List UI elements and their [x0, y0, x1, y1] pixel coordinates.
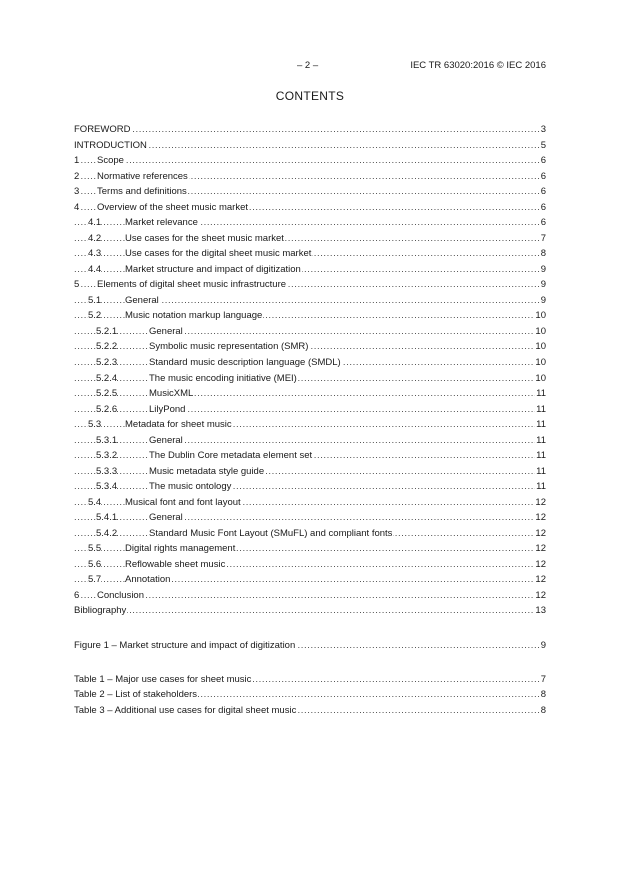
section-gap — [74, 653, 546, 672]
toc-entry-number: 5.2.1 — [96, 324, 117, 340]
table-of-contents — [74, 122, 546, 718]
toc-entry-title: Table 2 – List of stakeholders — [74, 687, 198, 703]
toc-entry-number: 5.3.3 — [96, 464, 117, 480]
toc-entry-title: Use cases for the sheet music market — [125, 231, 285, 247]
toc-entry-number: 5 — [74, 277, 79, 293]
toc-entry-page: 6 — [540, 184, 546, 200]
toc-entry-number: 5.3.1 — [96, 433, 117, 449]
toc-entry[interactable] — [74, 339, 546, 355]
toc-entry-page: 12 — [534, 495, 546, 511]
toc-entry[interactable] — [74, 557, 546, 573]
toc-entry[interactable] — [74, 603, 546, 619]
toc-entry[interactable] — [74, 464, 546, 480]
toc-entry-page: 12 — [534, 541, 546, 557]
toc-entry-number: 6 — [74, 588, 79, 604]
toc-entry[interactable] — [74, 371, 546, 387]
toc-entry-title: Overview of the sheet music market — [97, 200, 249, 216]
toc-entry[interactable] — [74, 526, 546, 542]
toc-entry-title: General — [125, 293, 160, 309]
toc-entry-title: Annotation — [125, 572, 171, 588]
toc-entry-page: 6 — [540, 153, 546, 169]
toc-entry-number: 4.1 — [88, 215, 101, 231]
toc-entry-number: 5.7 — [88, 572, 101, 588]
toc-entry-title: Elements of digital sheet music infrastructure — [97, 277, 287, 293]
toc-entry[interactable] — [74, 495, 546, 511]
toc-entry-page: 11 — [535, 386, 546, 402]
toc-entry-number: 5.2.3 — [96, 355, 117, 371]
toc-entry-page: 12 — [534, 557, 546, 573]
toc-entry-page: 5 — [540, 138, 546, 154]
toc-entry-number: 4.2 — [88, 231, 101, 247]
toc-entry-page: 9 — [540, 293, 546, 309]
page-number: – 2 – — [297, 60, 319, 71]
toc-entry-page: 8 — [540, 246, 546, 262]
toc-entry-number: 5.5 — [88, 541, 101, 557]
toc-entry-title: MusicXML — [149, 386, 194, 402]
toc-entry-title: General — [149, 324, 184, 340]
toc-entry-number: 5.2.6 — [96, 402, 117, 418]
toc-entry-title: Reflowable sheet music — [125, 557, 226, 573]
document-reference: IEC TR 63020:2016 © IEC 2016 — [410, 60, 546, 71]
toc-entry-title: Metadata for sheet music — [125, 417, 233, 433]
figure-list-entry[interactable] — [74, 638, 546, 654]
toc-entry-title: Digital rights management — [125, 541, 236, 557]
toc-entry-page: 11 — [535, 464, 546, 480]
toc-entry-title: Music metadata style guide — [149, 464, 265, 480]
toc-entry-number: 5.4.2 — [96, 526, 117, 542]
toc-entry-page: 10 — [534, 371, 546, 387]
toc-entry-title: Normative references — [97, 169, 189, 185]
toc-entry-page: 6 — [540, 215, 546, 231]
toc-entry-page: 3 — [540, 122, 546, 138]
toc-entry-page: 9 — [540, 262, 546, 278]
toc-entry[interactable] — [74, 215, 546, 231]
toc-entry[interactable] — [74, 417, 546, 433]
toc-entry-page: 6 — [540, 200, 546, 216]
toc-entry-title: Scope — [97, 153, 125, 169]
toc-entry-title: Standard music description language (SMDL) — [149, 355, 342, 371]
toc-entry[interactable] — [74, 184, 546, 200]
toc-entry-number: 2 — [74, 169, 79, 185]
toc-entry-page: 10 — [534, 324, 546, 340]
toc-entry[interactable] — [74, 572, 546, 588]
toc-entry-title: FOREWORD — [74, 122, 131, 138]
toc-entry-page: 13 — [534, 603, 546, 619]
toc-entry[interactable] — [74, 541, 546, 557]
toc-entry[interactable] — [74, 277, 546, 293]
toc-entry[interactable] — [74, 386, 546, 402]
toc-entry-title: Figure 1 – Market structure and impact of digitization — [74, 638, 296, 654]
toc-entry[interactable] — [74, 402, 546, 418]
toc-entry-title: Market structure and impact of digitization — [125, 262, 302, 278]
toc-entry-number: 4 — [74, 200, 79, 216]
toc-entry-title: General — [149, 510, 184, 526]
toc-entry-number: 5.2.4 — [96, 371, 117, 387]
toc-entry[interactable] — [74, 138, 546, 154]
toc-entry-page: 12 — [534, 588, 546, 604]
table-list-entry[interactable] — [74, 703, 546, 719]
toc-entry-page: 6 — [540, 169, 546, 185]
toc-entry-page: 11 — [535, 417, 546, 433]
toc-entry-number: 4.3 — [88, 246, 101, 262]
toc-entry-page: 9 — [540, 638, 546, 654]
toc-entry-page: 12 — [534, 572, 546, 588]
toc-entry-page: 11 — [535, 448, 546, 464]
toc-entry[interactable] — [74, 479, 546, 495]
toc-entry-page: 12 — [534, 510, 546, 526]
toc-entry-title: Use cases for the digital sheet music market — [125, 246, 312, 262]
toc-entry[interactable] — [74, 153, 546, 169]
toc-entry[interactable] — [74, 448, 546, 464]
toc-entry-number: 5.2.2 — [96, 339, 117, 355]
toc-entry-title: Table 1 – Major use cases for sheet music — [74, 672, 252, 688]
toc-entry-number: 1 — [74, 153, 79, 169]
toc-entry-page: 9 — [540, 277, 546, 293]
toc-entry-title: Terms and definitions — [97, 184, 188, 200]
toc-entry-number: 5.3 — [88, 417, 101, 433]
toc-entry-page: 12 — [534, 526, 546, 542]
toc-entry-number: 5.6 — [88, 557, 101, 573]
toc-entry-title: Market relevance — [125, 215, 199, 231]
toc-entry-number: 5.1 — [88, 293, 101, 309]
toc-entry-number: 5.3.4 — [96, 479, 117, 495]
toc-entry-title: Standard Music Font Layout (SMuFL) and compliant fonts — [149, 526, 393, 542]
toc-entry-number: 5.4 — [88, 495, 101, 511]
toc-entry-title: General — [149, 433, 184, 449]
contents-title: CONTENTS — [275, 89, 345, 103]
toc-entry-title: Musical font and font layout — [125, 495, 242, 511]
toc-entry[interactable] — [74, 200, 546, 216]
toc-entry-page: 8 — [540, 687, 546, 703]
toc-entry-title: INTRODUCTION — [74, 138, 148, 154]
toc-entry-number: 5.3.2 — [96, 448, 117, 464]
toc-entry-page: 7 — [540, 231, 546, 247]
toc-entry-page: 11 — [535, 433, 546, 449]
toc-entry[interactable] — [74, 433, 546, 449]
table-list-entry[interactable] — [74, 672, 546, 688]
table-list-entry[interactable] — [74, 687, 546, 703]
toc-entry-title: Bibliography — [74, 603, 127, 619]
toc-entry-page: 10 — [534, 308, 546, 324]
toc-entry[interactable] — [74, 324, 546, 340]
toc-entry-title: The music ontology — [149, 479, 232, 495]
toc-entry-title: Table 3 – Additional use cases for digital sheet music — [74, 703, 297, 719]
toc-entry-number: 5.2 — [88, 308, 101, 324]
toc-entry-page: 10 — [534, 339, 546, 355]
toc-entry-page: 11 — [535, 402, 546, 418]
toc-entry[interactable] — [74, 355, 546, 371]
toc-entry-title: Conclusion — [97, 588, 145, 604]
toc-entry[interactable] — [74, 308, 546, 324]
page-header — [74, 60, 546, 74]
toc-entry[interactable] — [74, 231, 546, 247]
toc-entry[interactable] — [74, 588, 546, 604]
toc-entry-title: The Dublin Core metadata element set — [149, 448, 313, 464]
toc-entry[interactable] — [74, 262, 546, 278]
toc-entry-title: Symbolic music representation (SMR) — [149, 339, 309, 355]
toc-entry-title: LilyPond — [149, 402, 186, 418]
toc-entry[interactable] — [74, 169, 546, 185]
section-gap — [74, 619, 546, 638]
toc-entry-number: 4.4 — [88, 262, 101, 278]
toc-entry-title: Music notation markup language — [125, 308, 263, 324]
toc-entry[interactable] — [74, 246, 546, 262]
toc-entry-title: The music encoding initiative (MEI) — [149, 371, 298, 387]
toc-entry-number: 5.4.1 — [96, 510, 117, 526]
toc-entry-page: 8 — [540, 703, 546, 719]
toc-entry-page: 7 — [540, 672, 546, 688]
toc-entry-page: 10 — [534, 355, 546, 371]
toc-entry[interactable] — [74, 510, 546, 526]
toc-entry-number: 3 — [74, 184, 79, 200]
toc-entry[interactable] — [74, 122, 546, 138]
toc-entry[interactable] — [74, 293, 546, 309]
toc-entry-number: 5.2.5 — [96, 386, 117, 402]
toc-entry-page: 11 — [535, 479, 546, 495]
